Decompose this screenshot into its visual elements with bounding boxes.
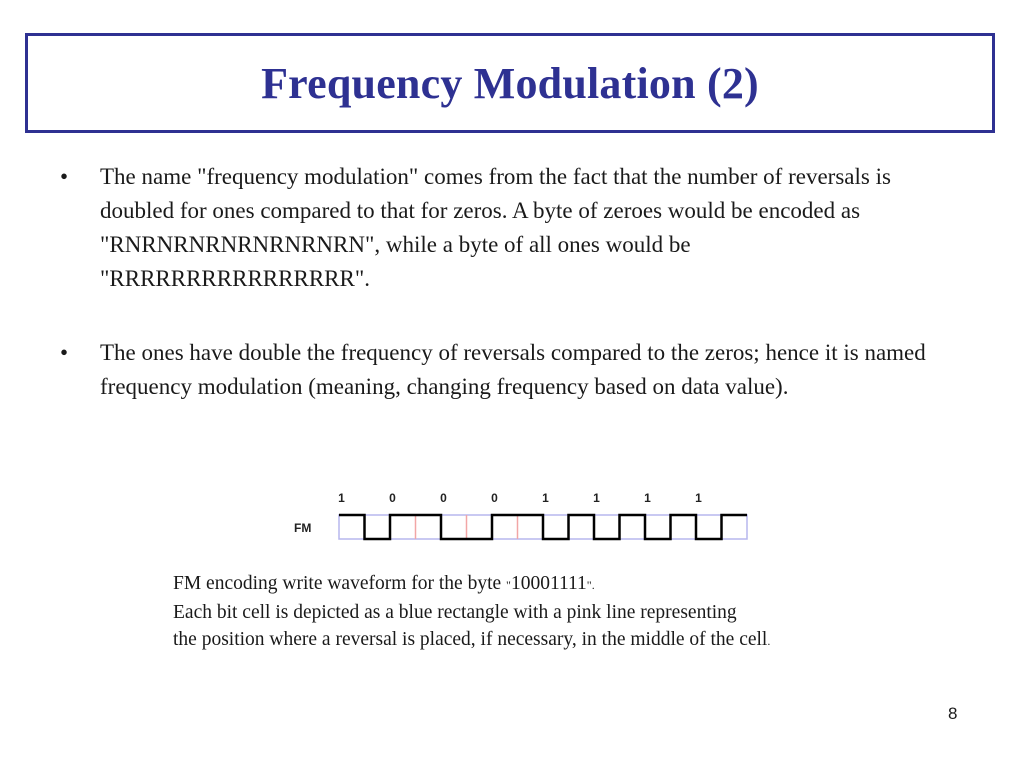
bit-label: 0 — [389, 491, 396, 505]
caption-quote: ". — [586, 578, 595, 592]
bit-label: 1 — [338, 491, 345, 505]
fm-waveform-diagram — [290, 488, 760, 548]
bullet-text: The name "frequency modulation" comes from the fact that the number of reversals is doubled for ones compared to that for zeros. A byte of zeroes would be encoded as "RNRNRNRNRNRNRNRN", while a byte of all ones would be "RRRRRRRRRRRRRRRR". — [100, 164, 891, 291]
caption-period: . — [767, 634, 771, 648]
caption-byte-value: 10001111 — [510, 573, 587, 594]
bit-label: 1 — [593, 491, 600, 505]
figure-caption — [173, 570, 973, 655]
bullet-marker: • — [60, 164, 69, 189]
page-number: 8 — [948, 704, 958, 723]
bullet-text: The ones have double the frequency of reversals compared to the zeros; hence it is named frequency modulation (meaning, changing frequency based on data value). — [100, 340, 926, 399]
bullet-marker: • — [60, 340, 69, 365]
slide-title: Frequency Modulation (2) — [261, 58, 759, 108]
bit-label: 0 — [440, 491, 447, 505]
caption-text: FM encoding write waveform for the byte — [173, 573, 507, 594]
bullet-list — [60, 160, 960, 404]
bit-label: 1 — [644, 491, 651, 505]
caption-quote: " — [506, 578, 511, 592]
caption-line-2: Each bit cell is depicted as a blue rectangle with a pink line representing — [173, 602, 737, 623]
bit-label: 0 — [491, 491, 498, 505]
bullet-item — [60, 336, 960, 404]
bullet-item — [60, 160, 960, 296]
bit-label: 1 — [542, 491, 549, 505]
fm-row-label: FM — [294, 521, 312, 535]
caption-text: the position where a reversal is placed, if necessary, in the middle of the cell — [173, 629, 768, 650]
caption-line-1 — [173, 570, 973, 599]
title-box — [25, 33, 995, 133]
bit-label: 1 — [695, 491, 702, 505]
caption-line-3 — [173, 626, 973, 655]
fm-waveform-line — [339, 515, 747, 539]
